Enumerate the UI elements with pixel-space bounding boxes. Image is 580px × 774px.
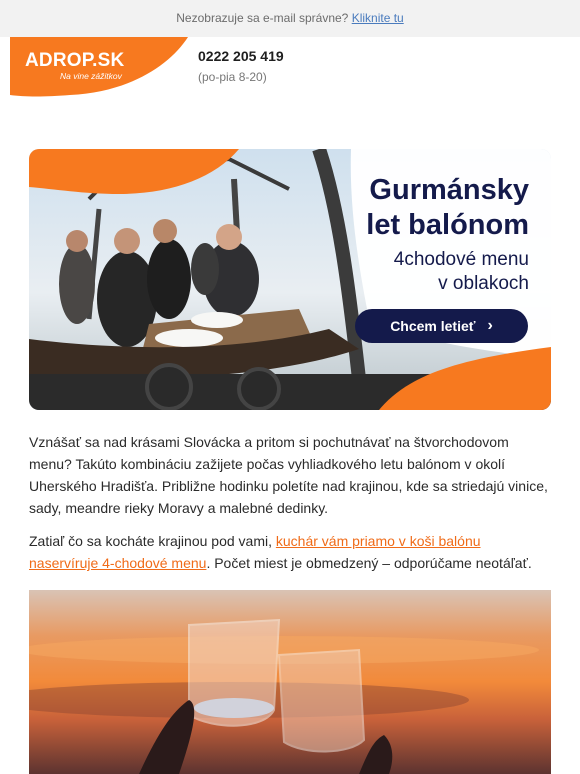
- hero-sub-line2: v oblakoch: [438, 273, 529, 294]
- cta-label: Chcem letieť: [390, 318, 476, 334]
- menu-paragraph-start: Zatiaľ čo sa kocháte krajinou pod vami,: [29, 533, 276, 549]
- logo-tagline: Na vine zážitkov: [60, 71, 122, 81]
- chevron-right-icon: ›: [487, 317, 493, 334]
- office-hours: (po-pia 8-20): [198, 70, 267, 84]
- view-in-browser-bar: [0, 0, 580, 37]
- hero-banner[interactable]: [29, 149, 551, 410]
- hero-subtitle: [394, 248, 529, 296]
- cta-button[interactable]: [355, 309, 528, 343]
- toast-photo[interactable]: [29, 590, 551, 774]
- adrop-logo[interactable]: [10, 37, 190, 99]
- hero-title-line1: Gurmánsky: [369, 174, 529, 206]
- view-in-browser-link[interactable]: Kliknite tu: [351, 11, 404, 25]
- view-in-browser-text: Nezobrazuje sa e-mail správne?: [176, 11, 352, 25]
- hero-title-line2: let balónom: [366, 209, 529, 241]
- hero-sub-line1: 4chodové menu: [393, 249, 529, 270]
- hero-title: [366, 173, 529, 243]
- logo-text: ADROP.SK: [25, 50, 125, 71]
- intro-paragraph: Vznášať sa nad krásami Slovácka a pritom si pochutnávať na štvorchodovom menu? Takúto kombináciu zažijete počas vyhliadkového letu balónom v okolí Uherského Hradišťa. Približne hodinku poletíte nad krajinou, kde sa striedajú vinice, sady, meandre rieky Moravy a malebné dedinky.: [29, 434, 548, 516]
- menu-link[interactable]: kuchár vám priamo v koši balónu naservíruje 4-chodové menu: [29, 533, 481, 571]
- phone-number[interactable]: 0222 205 419: [198, 48, 284, 64]
- menu-paragraph: [29, 530, 551, 574]
- menu-paragraph-end: . Počet miest je obmedzený – odporúčame neotáľať.: [206, 555, 532, 571]
- toast-image: [29, 590, 551, 774]
